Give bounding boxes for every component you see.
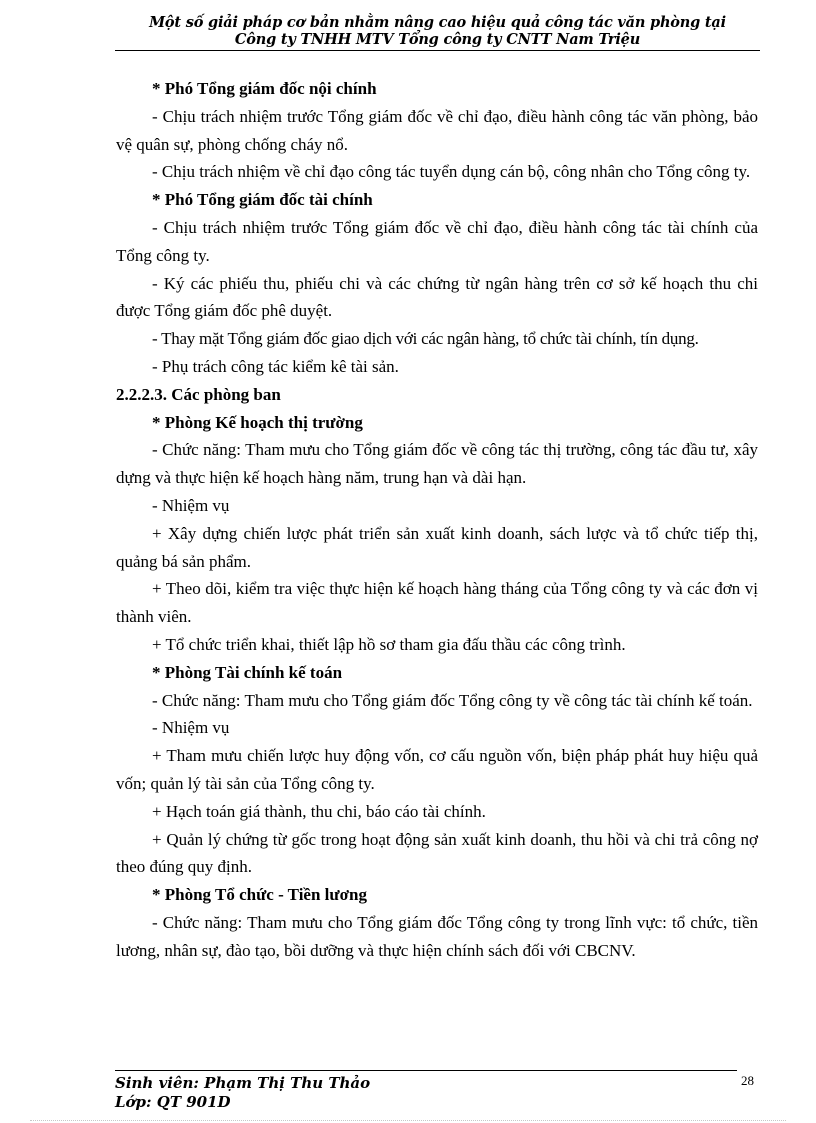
subheading-deputy-internal: * Phó Tổng giám đốc nội chính (152, 79, 377, 98)
paragraph: + Hạch toán giá thành, thu chi, báo cáo tài chính. (152, 801, 486, 821)
paragraph: + Tổ chức triển khai, thiết lập hồ sơ tham gia đấu thầu các công trình. (152, 634, 626, 654)
paragraph: - Chức năng: Tham mưu cho Tổng giám đốc Tổng công ty trong lĩnh vực: tổ chức, tiền lương, nhân sự, đào tạo, bồi dưỡng và thực hiện chính sách đối với CBCNV. (116, 912, 758, 960)
page-header (115, 14, 760, 48)
paragraph: - Chịu trách nhiệm về chỉ đạo công tác tuyển dụng cán bộ, công nhân cho Tổng công ty. (152, 162, 751, 182)
page-number: 28 (741, 1073, 754, 1088)
paragraph: + Xây dựng chiến lược phát triển sản xuất kinh doanh, sách lược và tổ chức tiếp thị, quảng bá sản phẩm. (116, 523, 758, 571)
footer-divider (115, 1070, 737, 1071)
subheading-deputy-finance: * Phó Tổng giám đốc tài chính (152, 190, 373, 210)
paragraph: - Thay mặt Tổng giám đốc giao dịch với các ngân hàng, tổ chức tài chính, tín dụng. (152, 329, 699, 349)
paragraph: + Tham mưu chiến lược huy động vốn, cơ cấu nguồn vốn, biện pháp phát huy hiệu quả vốn; quản lý tài sản của Tổng công ty. (116, 746, 758, 793)
section-heading: 2.2.2.3. Các phòng ban (116, 384, 281, 404)
subheading-hr-dept: * Phòng Tổ chức - Tiền lương (152, 885, 367, 905)
paragraph: - Nhiệm vụ (152, 718, 230, 738)
header-title-line1: Một số giải pháp cơ bản nhằm nâng cao hiệu quả công tác văn phòng tại (149, 14, 726, 31)
subheading-planning-dept: * Phòng Kế hoạch thị trường (152, 412, 363, 432)
paragraph: - Chức năng: Tham mưu cho Tổng giám đốc về công tác thị trường, công tác đầu tư, xây dựng và thực hiện kế hoạch hàng năm, trung hạn và dài hạn. (116, 440, 758, 488)
paragraph: - Phụ trách công tác kiểm kê tài sản. (152, 356, 399, 376)
paragraph: - Chức năng: Tham mưu cho Tổng giám đốc Tổng công ty về công tác tài chính kế toán. (152, 690, 753, 710)
paragraph: - Chịu trách nhiệm trước Tổng giám đốc về chỉ đạo, điều hành công tác tài chính của Tổng công ty. (116, 217, 758, 265)
subheading-finance-dept: * Phòng Tài chính kế toán (152, 662, 343, 682)
paragraph: + Quản lý chứng từ gốc trong hoạt động sản xuất kinh doanh, thu hồi và chi trả công nợ theo đúng quy định. (116, 829, 758, 877)
document-body (116, 75, 758, 965)
page-footer (115, 1074, 370, 1112)
paragraph: - Chịu trách nhiệm trước Tổng giám đốc về chỉ đạo, điều hành công tác văn phòng, bảo vệ quân sự, phòng chống cháy nổ. (116, 106, 758, 154)
page-bottom-dotted-border (30, 1120, 786, 1121)
paragraph: - Ký các phiếu thu, phiếu chi và các chứng từ ngân hàng trên cơ sở kế hoạch thu chi được Tổng giám đốc phê duyệt. (116, 273, 758, 321)
header-divider (115, 50, 760, 51)
paragraph: - Nhiệm vụ (152, 495, 230, 515)
footer-class: Lớp: QT 901D (115, 1093, 231, 1111)
paragraph: + Theo dõi, kiểm tra việc thực hiện kế hoạch hàng tháng của Tổng công ty và các đơn vị thành viên. (116, 579, 758, 627)
footer-student: Sinh viên: Phạm Thị Thu Thảo (115, 1074, 371, 1092)
header-title-line2: Công ty TNHH MTV Tổng công ty CNTT Nam Triệu (234, 31, 641, 48)
